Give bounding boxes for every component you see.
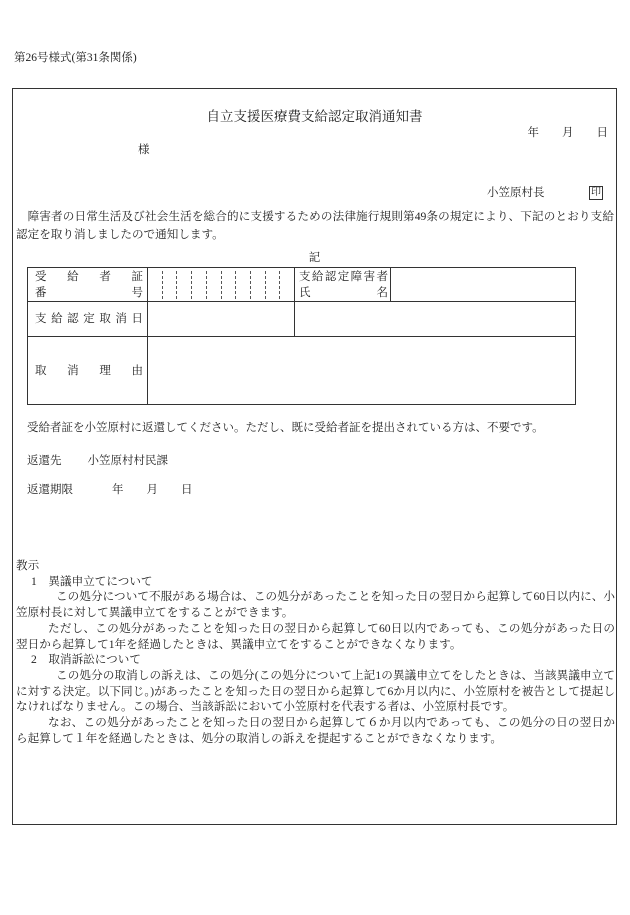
detail-table-body — [28, 268, 576, 405]
digit-box — [236, 271, 251, 299]
instruction-paragraph: この処分の取消しの訴えは、この処分(この処分について上記1の異議申立てをしたときは、当該異議申立てに対する決定。以下同じ。)があったことを知った日の翌日から起算して6か月以内に、小笠原村を被告として提起しなければなりません。この場合、当該訴訟において小笠原村を代表する者は、小笠原村長です。 — [16, 668, 615, 714]
table-row-revocation-reason — [28, 337, 576, 405]
revocation-reason-label: 取消理由 — [35, 364, 143, 377]
digit-box — [177, 271, 192, 299]
certificate-number-value-cell — [148, 268, 295, 302]
return-deadline — [27, 482, 193, 498]
certificate-number-label-cell — [28, 268, 148, 302]
return-request: 受給者証を小笠原村に返還してください。ただし、既に受給者証を提出されている方は、不要です。 — [27, 422, 544, 434]
revocation-date-label: 支給認定取消日 — [35, 313, 143, 325]
recipient-name-label-line1: 支給認定障害者 — [299, 270, 388, 283]
instruction-heading: 教示 — [16, 559, 40, 572]
digit-box — [148, 271, 163, 299]
return-deadline-label: 返還期限 — [27, 484, 73, 496]
revocation-date-value-cell — [148, 302, 295, 337]
instruction-paragraph: この処分について不服がある場合は、この処分があったことを知った日の翌日から起算して60日以内に、小笠原村長に対して異議申立てをすることができます。 — [16, 590, 615, 620]
return-destination-label: 返還先 — [27, 455, 62, 467]
certificate-number-label-line2: 番号 — [35, 286, 143, 299]
recipient-name-value-cell — [391, 268, 576, 302]
instruction-section — [16, 558, 615, 746]
notice-title: 自立支援医療費支給認定取消通知書 — [206, 109, 423, 124]
instruction-item-number: 2 — [31, 653, 37, 667]
seal-box: 印 — [591, 187, 601, 198]
digit-box — [222, 271, 237, 299]
table-row-certificate — [28, 268, 576, 302]
form-number: 第26号様式(第31条関係) — [14, 52, 137, 64]
return-destination-value: 小笠原村村民課 — [87, 455, 168, 467]
digit-box — [192, 271, 207, 299]
digit-box — [266, 271, 281, 299]
return-deadline-value: 年 月 日 — [112, 484, 193, 496]
instruction-item-title: 取消訴訟について — [48, 653, 141, 667]
recipient-name-label-cell — [295, 268, 391, 302]
recipient-name-label-line2: 氏名 — [299, 286, 388, 299]
instruction-item-title: 異議申立てについて — [48, 574, 153, 588]
certificate-number-digit-boxes — [148, 271, 294, 299]
instruction-item-2-header — [16, 652, 615, 668]
digit-box — [163, 271, 178, 299]
return-destination — [27, 453, 168, 469]
addressee-suffix: 様 — [138, 144, 150, 156]
issue-date: 年 月 日 — [527, 127, 608, 139]
notice-frame — [12, 88, 617, 825]
table-row-revocation-date — [28, 302, 576, 337]
instruction-paragraph: なお、この処分があったことを知った日の翌日から起算して６か月以内であっても、この処分の日の翌日から起算して１年を経過したときは、処分の取消しの訴えを提起することができなくなります。 — [16, 716, 615, 745]
instruction-paragraph: ただし、この処分があったことを知った日の翌日から起算して60日以内であっても、この処分があった日の翌日から起算して1年を経過したときは、異議申立てをすることができなくなります。 — [16, 621, 615, 651]
notice-body: 障害者の日常生活及び社会生活を総合的に支援するための法律施行規則第49条の規定により、下記のとおり支給認定を取り消しましたので通知します。 — [16, 210, 614, 241]
revocation-reason-value-cell — [148, 337, 576, 405]
revocation-date-blank-cell — [295, 302, 576, 337]
instruction-item-1-header — [16, 574, 615, 590]
detail-table — [27, 267, 576, 405]
digit-box — [280, 271, 294, 299]
digit-box — [251, 271, 266, 299]
ki-marker: 記 — [308, 252, 321, 264]
certificate-number-label-line1: 受給者証 — [35, 270, 143, 283]
digit-box — [207, 271, 222, 299]
revocation-reason-label-cell — [28, 337, 148, 405]
revocation-date-label-cell — [28, 302, 148, 337]
issuer-name: 小笠原村長 — [487, 187, 545, 199]
instruction-item-number: 1 — [31, 574, 37, 588]
